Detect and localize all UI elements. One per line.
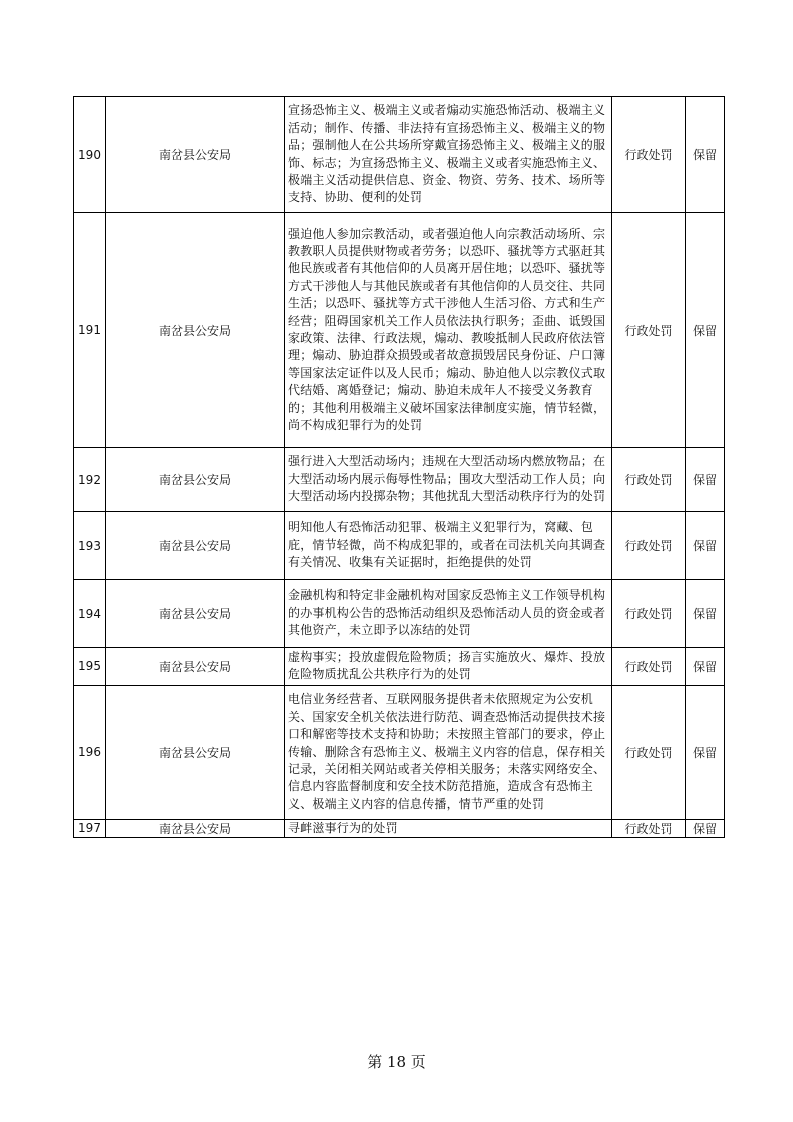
status-cell: 保留 [686,685,725,819]
item-description-cell: 强行进入大型活动场内；违规在大型活动场内燃放物品；在大型活动场内展示侮辱性物品；围攻大型活动工作人员；向大型活动场内投掷杂物；其他扰乱大型活动秩序行为的处罚 [285,448,612,512]
power-type-cell: 行政处罚 [612,580,686,648]
item-description-cell: 强迫他人参加宗教活动，或者强迫他人向宗教活动场所、宗教教职人员提供财物或者劳务；以恐吓、骚扰等方式驱赶其他民族或者有其他信仰的人员离开居住地；以恐吓、骚扰等方式干涉他人与其他民族或者有其他信仰的人员交往、共同生活；以恐吓、骚扰等方式干涉他人生活习俗、方式和生产经营；阻碍国家机关工作人员依法执行职务；歪曲、诋毁国家政策、法律、行政法规，煽动、教唆抵制人民政府依法管理；煽动、胁迫群众损毁或者故意损毁居民身份证、户口簿等国家法定证件以及人民币；煽动、胁迫他人以宗教仪式取代结婚、离婚登记；煽动、胁迫未成年人不接受义务教育的；其他利用极端主义破坏国家法律制度实施，情节轻微，尚不构成犯罪行为的处罚 [285,213,612,448]
row-number: 192 [74,448,106,512]
status-cell: 保留 [686,213,725,448]
table-row [74,97,725,213]
table-body [74,97,725,838]
department-cell: 南岔县公安局 [106,685,285,819]
row-number: 197 [74,819,106,837]
power-type-cell: 行政处罚 [612,685,686,819]
department-cell: 南岔县公安局 [106,97,285,213]
power-type-cell: 行政处罚 [612,213,686,448]
table-row [74,448,725,512]
status-cell: 保留 [686,648,725,686]
row-number: 196 [74,685,106,819]
department-cell: 南岔县公安局 [106,580,285,648]
table-row [74,580,725,648]
department-cell: 南岔县公安局 [106,448,285,512]
status-cell: 保留 [686,448,725,512]
power-type-cell: 行政处罚 [612,819,686,837]
department-cell: 南岔县公安局 [106,213,285,448]
power-list-table [73,96,725,838]
item-description-cell: 虚构事实；投放虚假危险物质；扬言实施放火、爆炸、投放危险物质扰乱公共秩序行为的处罚 [285,648,612,686]
status-cell: 保留 [686,580,725,648]
department-cell: 南岔县公安局 [106,512,285,580]
item-description-cell: 金融机构和特定非金融机构对国家反恐怖主义工作领导机构的办事机构公告的恐怖活动组织及恐怖活动人员的资金或者其他资产，未立即予以冻结的处罚 [285,580,612,648]
power-type-cell: 行政处罚 [612,97,686,213]
table-row [74,685,725,819]
item-description-cell: 电信业务经营者、互联网服务提供者未依照规定为公安机关、国家安全机关依法进行防范、调查恐怖活动提供技术接口和解密等技术支持和协助；未按照主管部门的要求，停止传输、删除含有恐怖主义、极端主义内容的信息，保存相关记录，关闭相关网站或者关停相关服务；未落实网络安全、信息内容监督制度和安全技术防范措施，造成含有恐怖主义、极端主义内容的信息传播，情节严重的处罚 [285,685,612,819]
row-number: 190 [74,97,106,213]
table-row [74,512,725,580]
page-number: 第 18 页 [367,1053,426,1071]
row-number: 191 [74,213,106,448]
item-description-cell: 宣扬恐怖主义、极端主义或者煽动实施恐怖活动、极端主义活动；制作、传播、非法持有宣扬恐怖主义、极端主义的物品；强制他人在公共场所穿戴宣扬恐怖主义、极端主义的服饰、标志；为宣扬恐怖主义、极端主义或者实施恐怖主义、极端主义活动提供信息、资金、物资、劳务、技术、场所等支持、协助、便利的处罚 [285,97,612,213]
row-number: 195 [74,648,106,686]
table-row [74,819,725,837]
item-description-cell: 明知他人有恐怖活动犯罪、极端主义犯罪行为，窝藏、包庇，情节轻微，尚不构成犯罪的，或者在司法机关向其调查有关情况、收集有关证据时，拒绝提供的处罚 [285,512,612,580]
table-row [74,648,725,686]
item-description-cell: 寻衅滋事行为的处罚 [285,819,612,837]
row-number: 194 [74,580,106,648]
status-cell: 保留 [686,819,725,837]
power-type-cell: 行政处罚 [612,648,686,686]
table-row [74,213,725,448]
status-cell: 保留 [686,97,725,213]
status-cell: 保留 [686,512,725,580]
power-type-cell: 行政处罚 [612,512,686,580]
department-cell: 南岔县公安局 [106,819,285,837]
row-number: 193 [74,512,106,580]
department-cell: 南岔县公安局 [106,648,285,686]
power-type-cell: 行政处罚 [612,448,686,512]
